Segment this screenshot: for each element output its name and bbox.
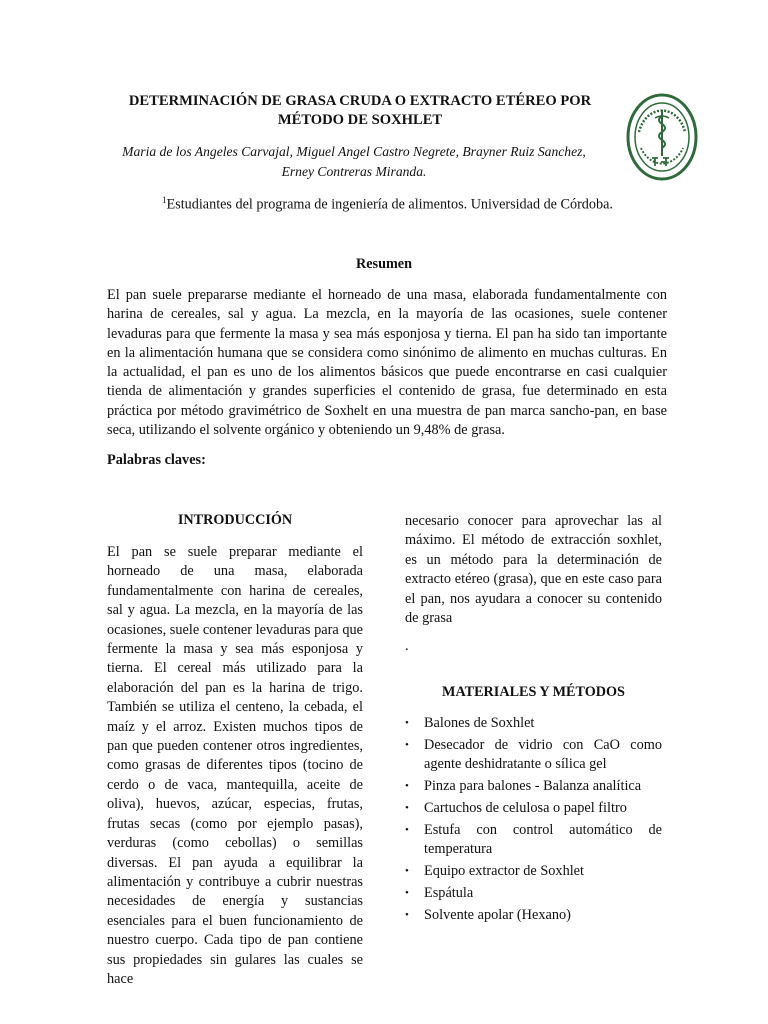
- left-column: [107, 512, 363, 989]
- list-item-text: Cartuchos de celulosa o papel filtro: [424, 800, 627, 817]
- list-item: [405, 736, 662, 775]
- paper-title: [110, 92, 610, 130]
- introduction-heading: INTRODUCCIÓN: [177, 512, 293, 528]
- title-line-2: MÉTODO DE SOXHLET: [277, 112, 443, 128]
- list-item: [405, 906, 662, 925]
- bullet-icon: •: [405, 887, 409, 900]
- list-item-text: Solvente apolar (Hexano): [424, 907, 571, 924]
- list-item-text: Espátula: [424, 885, 474, 902]
- affiliation: [100, 190, 675, 215]
- authors: [108, 142, 600, 182]
- list-item: [405, 884, 662, 903]
- materials-list: [405, 714, 662, 928]
- list-item-text: Pinza para balones - Balanza analítica: [424, 778, 642, 795]
- abstract-text: El pan suele prepararse mediante el horneado de una masa, elaborada fundamentalmente con harina de cereales, sal y agua. La mezcla, en la mayoría de las ocasiones, suele contener levaduras para que fermente la masa y sea más esponjosa y tierna. El pan ha sido tan importante en la alimentación humana que se considera como sinónimo de alimento en muchas culturas. En la actualidad, el pan es uno de los alimentos básicos que puede encontrarse en casi cualquier tienda de alimentación y grandes superficies el contenido de grasa, fue determinado en esta práctica por método gravimétrico de Soxhelt en una muestra de pan marca sancho-pan, en base seca, utilizando el solvente orgánico y obteniendo un 9,48% de grasa.: [107, 287, 667, 439]
- university-seal-logo: [625, 92, 699, 182]
- authors-line-1: Maria de los Angeles Carvajal, Miguel Angel Castro Negrete, Brayner Ruiz Sanchez,: [122, 144, 586, 159]
- trailing-dot: .: [405, 638, 409, 655]
- right-column: [405, 512, 662, 655]
- list-item-text: Desecador de vidrio con CaO como agente deshidratante o sílica gel: [424, 736, 662, 773]
- materials-heading: MATERIALES Y MÉTODOS: [442, 684, 625, 700]
- bullet-icon: •: [405, 738, 409, 751]
- list-item-text: Estufa con control automático de temperatura: [424, 822, 662, 858]
- affiliation-mark: 1: [162, 195, 167, 205]
- introduction-text-left: El pan se suele preparar mediante el horneado de una masa, elaborada fundamentalmente con harina de cereales, sal y agua. La mezcla, en la mayoría de las ocasiones, suele contener levaduras para que fermente la masa y sea más esponjosa y tierna. El cereal más utilizado para la elaboración del pan es la harina de trigo. También se utiliza el centeno, la cebada, el maíz y el arroz. Existen muchos tipos de pan que pueden contener otros ingredientes, como grasas de diferentes tipos (tocino de cerdo o de vaca, mantequilla, aceite de oliva), huevos, azúcar, especias, frutas, frutas secas (como por ejemplo pasas), verduras (como cebollas) o semillas diversas. El pan ayuda a equilibrar la alimentación y contribuye a cubrir nuestras necesidades de energía y sustancias esenciales para el buen funcionamiento de nuestro cuerpo. Cada tipo de pan contiene sus propiedades sin gulares las cuales se hace: [107, 544, 363, 987]
- bullet-icon: •: [405, 824, 409, 837]
- bullet-icon: •: [405, 909, 409, 922]
- list-item-text: Balones de Soxhlet: [424, 715, 535, 731]
- bullet-icon: •: [405, 717, 409, 729]
- list-item: [405, 821, 662, 860]
- list-item: [405, 714, 662, 733]
- abstract-heading: Resumen: [356, 256, 412, 272]
- title-line-1: DETERMINACIÓN DE GRASA CRUDA O EXTRACTO ETÉREO POR: [128, 93, 592, 109]
- list-item: [405, 799, 662, 818]
- keywords-label: Palabras claves:: [107, 452, 206, 468]
- bullet-icon: •: [405, 780, 409, 793]
- introduction-text-right: necesario conocer para aprovechar las al máximo. El método de extracción soxhlet, es un método para la determinación de extracto etéreo (grasa), que en este caso para el pan, nos ayudara a conocer su contenido de grasa: [405, 513, 662, 627]
- bullet-icon: •: [405, 865, 409, 878]
- authors-line-2: Erney Contreras Miranda.: [281, 164, 427, 179]
- bullet-icon: •: [405, 802, 409, 815]
- list-item: [405, 862, 662, 881]
- affiliation-text: Estudiantes del programa de ingeniería de alimentos. Universidad de Córdoba.: [166, 196, 613, 213]
- list-item-text: Equipo extractor de Soxhlet: [424, 863, 585, 880]
- list-item: [405, 777, 662, 796]
